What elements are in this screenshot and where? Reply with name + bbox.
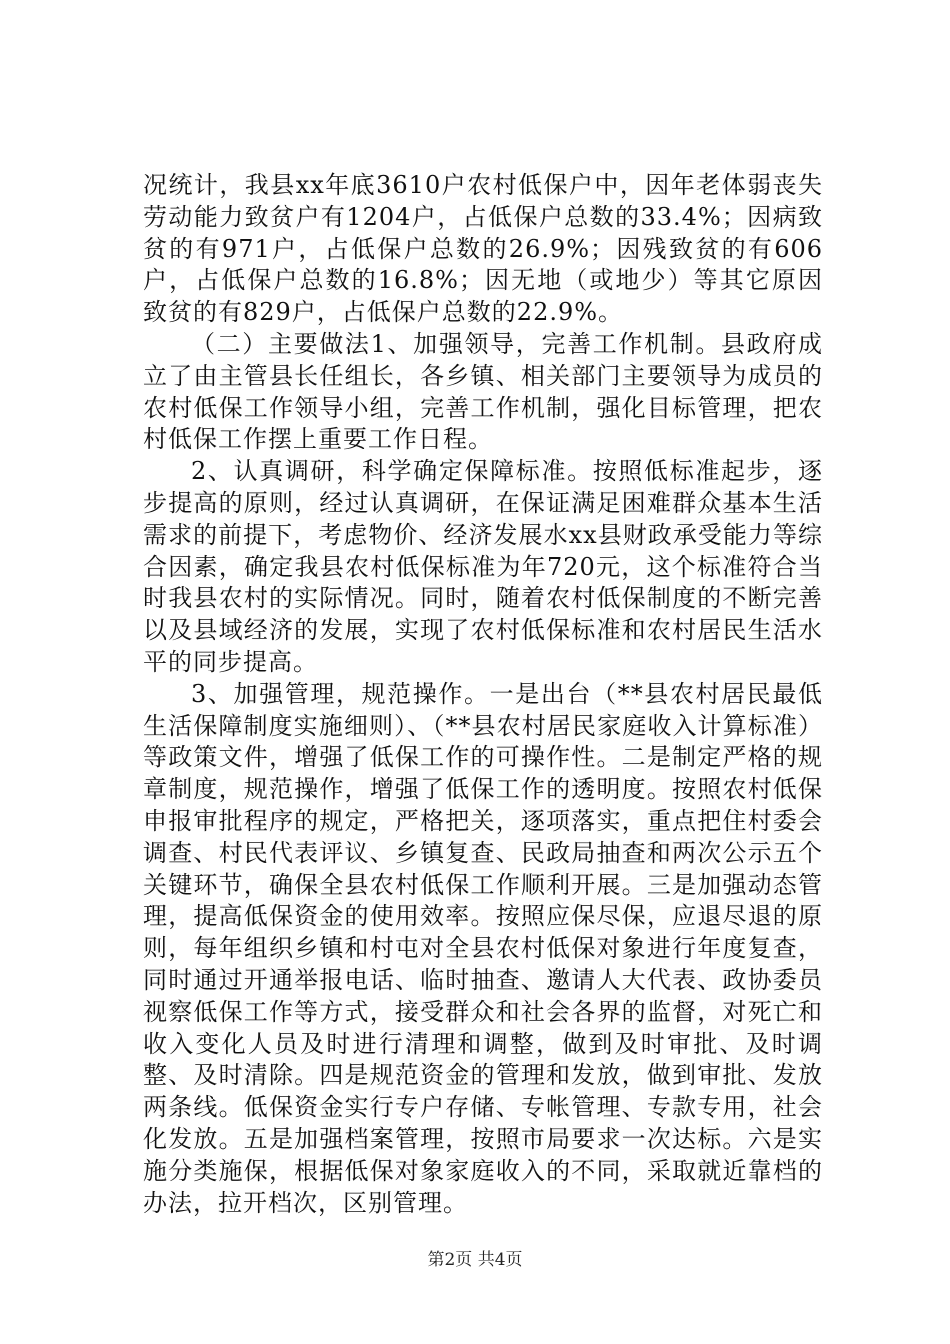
paragraph-main-practices: （二）主要做法1、加强领导，完善工作机制。县政府成立了由主管县长任组长，各乡镇、相关部门主要领导为成员的农村低保工作领导小组，完善工作机制，强化目标管理，把农村低保工作摆上重要工作日程。	[143, 329, 823, 454]
page-number-footer: 第2页 共4页	[427, 1250, 523, 1270]
document-body	[143, 170, 823, 1219]
paragraph-statistics: 况统计，我县xx年底3610户农村低保户中，因年老体弱丧失劳动能力致贫户有1204户，占低保户总数的33.4%；因病致贫的有971户，占低保户总数的26.9%；因残致贫的有606户，占低保户总数的16.8%；因无地（或地少）等其它原因致贫的有829户，占低保户总数的22.9%。	[143, 171, 823, 327]
paragraph-standards: 2、认真调研，科学确定保障标准。按照低标准起步，逐步提高的原则，经过认真调研，在保证满足困难群众基本生活需求的前提下，考虑物价、经济发展水xx县财政承受能力等综合因素，确定我县农村低保标准为年720元，这个标准符合当时我县农村的实际情况。同时，随着农村低保制度的不断完善以及县域经济的发展，实现了农村低保标准和农村居民生活水平的同步提高。	[143, 457, 823, 676]
paragraph-management: 3、加强管理，规范操作。一是出台（**县农村居民最低生活保障制度实施细则）、（**县农村居民家庭收入计算标准）等政策文件，增强了低保工作的可操作性。二是制定严格的规章制度，规范操作，增强了低保工作的透明度。按照农村低保申报审批程序的规定，严格把关，逐项落实，重点把住村委会调查、村民代表评议、乡镇复查、民政局抽查和两次公示五个关键环节，确保全县农村低保工作顺利开展。三是加强动态管理，提高低保资金的使用效率。按照应保尽保，应退尽退的原则，每年组织乡镇和村屯对全县农村低保对象进行年度复查，同时通过开通举报电话、临时抽查、邀请人大代表、政协委员视察低保工作等方式，接受群众和社会各界的监督，对死亡和收入变化人员及时进行清理和调整，做到及时审批、及时调整、及时清除。四是规范资金的管理和发放，做到审批、发放两条线。低保资金实行专户存储、专帐管理、专款专用，社会化发放。五是加强档案管理，按照市局要求一次达标。六是实施分类施保，根据低保对象家庭收入的不同，采取就近靠档的办法，拉开档次，区别管理。	[143, 679, 823, 1217]
